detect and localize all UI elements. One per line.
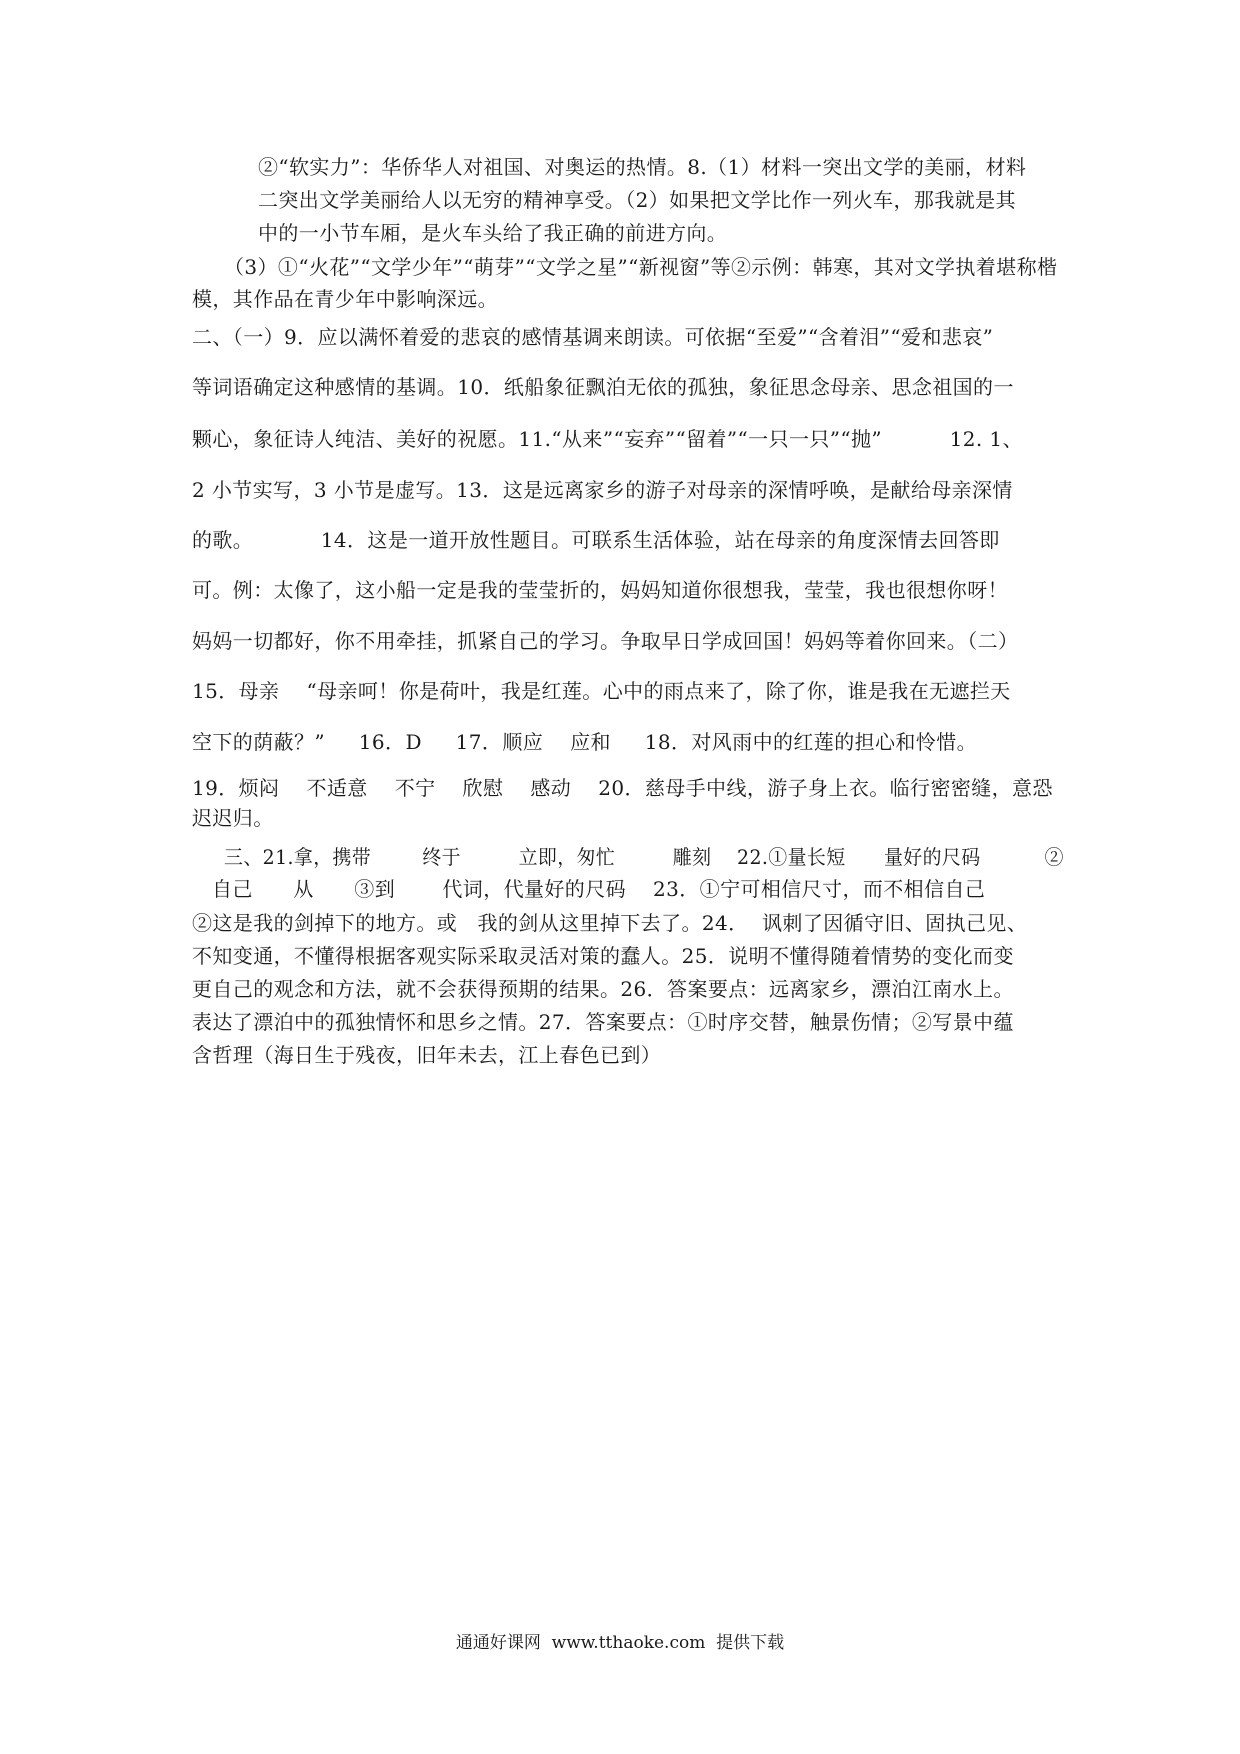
answer-line: 等词语确定这种感情的基调。10．纸船象征飘泊无依的孤独，象征思念母亲、思念祖国的一 bbox=[192, 375, 1014, 399]
answer-line: 19．烦闷 不适意 不宁 欣慰 感动 20．慈母手中线，游子身上衣。临行密密缝，意恐 bbox=[192, 776, 1053, 800]
answer-line: 空下的荫蔽？” 16．D 17．顺应 应和 18．对风雨中的红莲的担心和怜惜。 bbox=[192, 730, 977, 754]
answer-line: 表达了漂泊中的孤独情怀和思乡之情。27．答案要点：①时序交替，触景伤情；②写景中蕴 bbox=[192, 1010, 1014, 1034]
answer-line: 更自己的观念和方法，就不会获得预期的结果。26．答案要点：远离家乡，漂泊江南水上。 bbox=[192, 977, 1014, 1001]
answer-line: 中的一小节车厢，是火车头给了我正确的前进方向。 bbox=[258, 221, 728, 245]
answer-line: 不知变通，不懂得根据客观实际采取灵活对策的蠢人。25．说明不懂得随着情势的变化而变 bbox=[192, 944, 1014, 968]
answer-line: 模，其作品在青少年中影响深远。 bbox=[192, 287, 498, 311]
answer-line: 迟迟归。 bbox=[192, 806, 274, 830]
answer-line: 妈妈一切都好，你不用牵挂，抓紧自己的学习。争取早日学成回国！妈妈等着你回来。（二） bbox=[192, 629, 1019, 653]
answer-line: 15．母亲 “母亲呵！你是荷叶，我是红莲。心中的雨点来了，除了你，谁是我在无遮拦天 bbox=[192, 679, 1011, 703]
answer-line: 2 小节实写，3 小节是虚写。13．这是远离家乡的游子对母亲的深情呼唤，是献给母亲深情 bbox=[192, 478, 1013, 502]
answer-line: 自己 从 ③到 代词，代量好的尺码 23．①宁可相信尺寸，而不相信自己 bbox=[212, 877, 986, 901]
answer-line: 的歌。 14．这是一道开放性题目。可联系生活体验，站在母亲的角度深情去回答即 bbox=[192, 528, 1000, 552]
answer-line: 二、（一）9．应以满怀着爱的悲哀的感情基调来朗读。可依据“至爱”“含着泪”“爱和悲哀” bbox=[192, 325, 994, 349]
answer-line: （3）①“火花”“文学少年”“萌芽”“文学之星”“新视窗”等②示例：韩寒，其对文学执着堪称楷 bbox=[224, 255, 1058, 279]
answer-line: ②这是我的剑掉下的地方。或 我的剑从这里掉下去了。24． 讽刺了因循守旧、固执己见、 bbox=[192, 911, 1028, 935]
answer-line: 含哲理（海日生于残夜，旧年未去，江上春色已到） bbox=[192, 1043, 662, 1067]
answer-line: 颗心，象征诗人纯洁、美好的祝愿。11.“从来”“妄弃”“留着”“一只一只”“抛” 12. 1、 bbox=[192, 427, 1023, 451]
answer-line: 可。例：太像了，这小船一定是我的莹莹折的，妈妈知道你很想我，莹莹，我也很想你呀！ bbox=[192, 578, 1008, 602]
page-footer: 通通好课网 www.tthaoke.com 提供下载 bbox=[455, 1633, 785, 1653]
answer-line: 二突出文学美丽给人以无穷的精神享受。（2）如果把文学比作一列火车，那我就是其 bbox=[258, 188, 1016, 212]
answer-line: 三、21.拿，携带 终于 立即，匆忙 雕刻 22.①量长短 量好的尺码 ② bbox=[224, 845, 1064, 869]
answer-line: ②“软实力”：华侨华人对祖国、对奥运的热情。8.（1）材料一突出文学的美丽，材料 bbox=[258, 155, 1027, 179]
